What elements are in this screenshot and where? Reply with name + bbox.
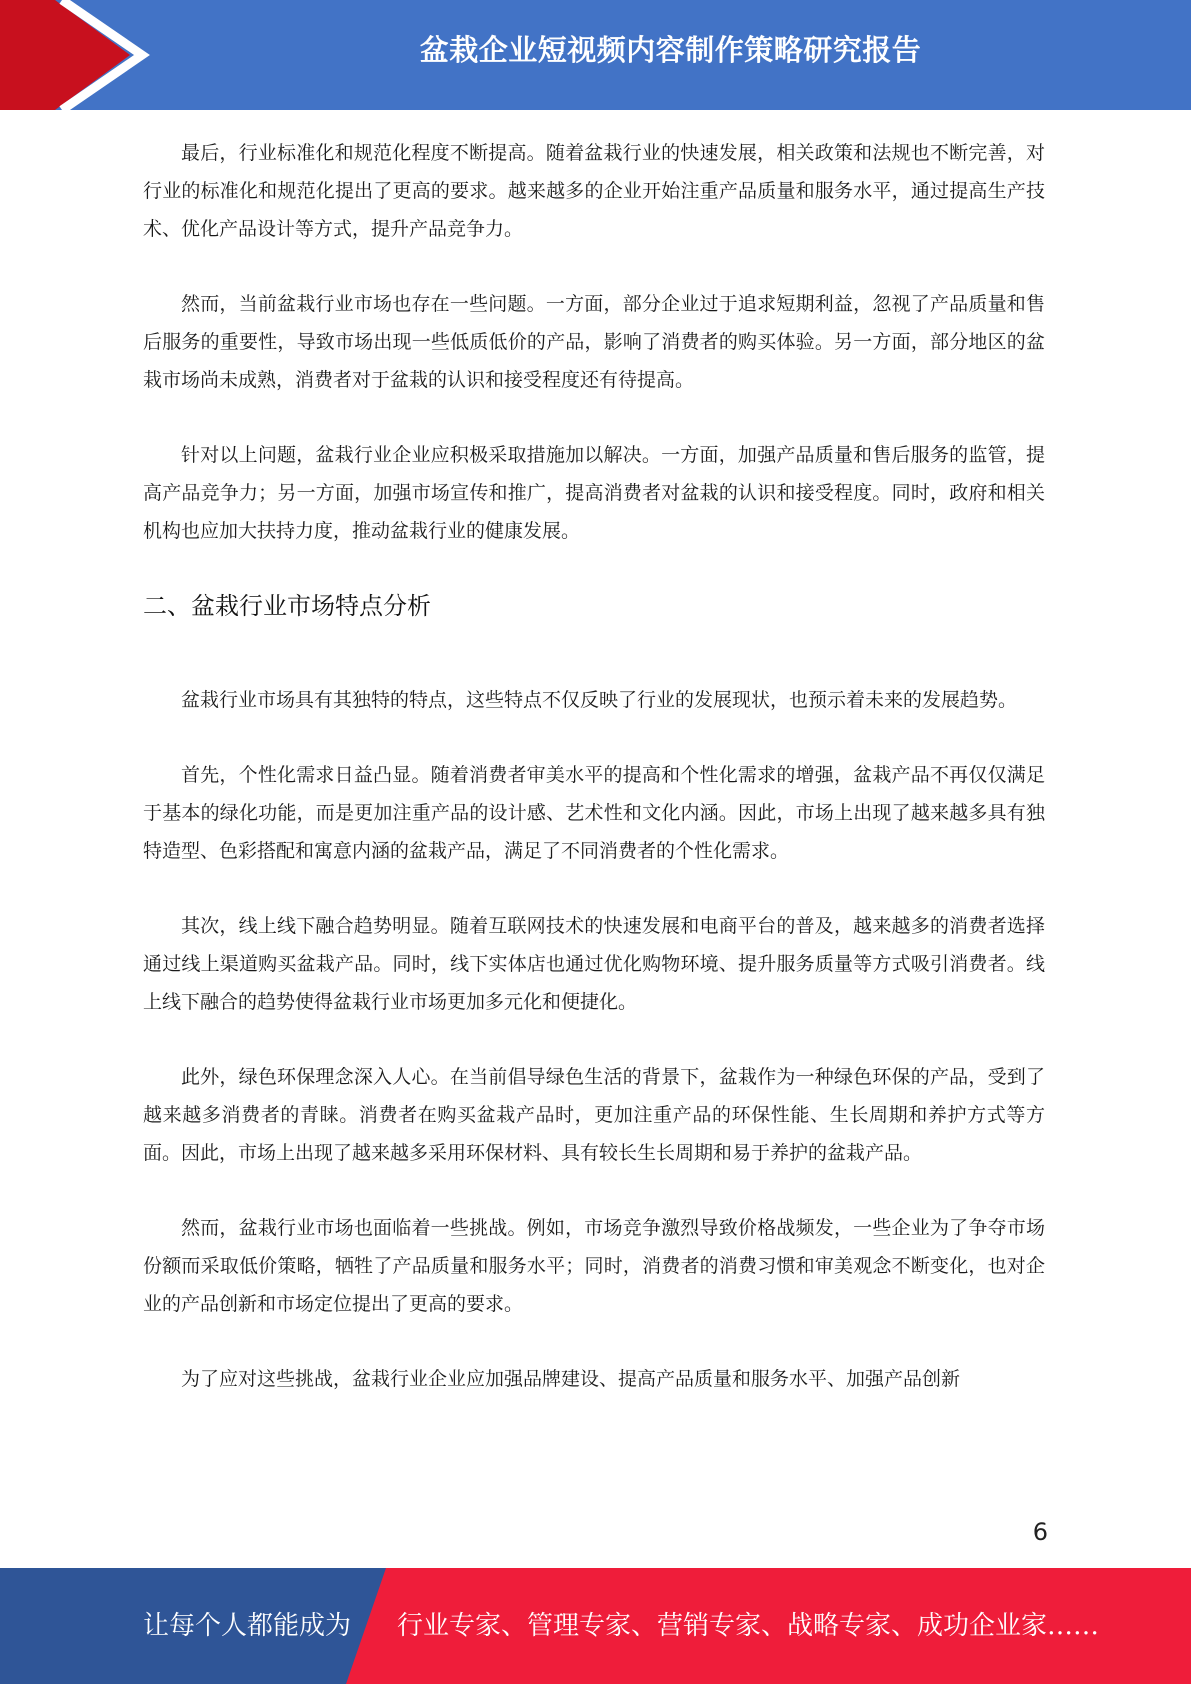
- paragraph: 此外，绿色环保理念深入人心。在当前倡导绿色生活的背景下，盆栽作为一种绿色环保的产品，受到了越来越多消费者的青睐。消费者在购买盆栽产品时，更加注重产品的环保性能、生长周期和养护方式等方面。因此，市场上出现了越来越多采用环保材料、具有较长生长周期和易于养护的盆栽产品。: [143, 1066, 1045, 1164]
- footer-slogan-left: 让每个人都能成为: [143, 1611, 352, 1641]
- paragraph: 为了应对这些挑战，盆栽行业企业应加强品牌建设、提高产品质量和服务水平、加强产品创新: [181, 1368, 961, 1390]
- document-body: [143, 134, 1045, 1435]
- page-footer-banner: [0, 1568, 1191, 1684]
- paragraph: 然而，盆栽行业市场也面临着一些挑战。例如，市场竞争激烈导致价格战频发，一些企业为了争夺市场份额而采取低价策略，牺牲了产品质量和服务水平；同时，消费者的消费习惯和审美观念不断变化，也对企业的产品创新和市场定位提出了更高的要求。: [143, 1217, 1045, 1315]
- report-title: 盆栽企业短视频内容制作策略研究报告: [419, 33, 922, 67]
- page-number: 6: [1032, 1518, 1048, 1546]
- page-header-banner: [0, 0, 1191, 110]
- footer-slogan-right: 行业专家、管理专家、营销专家、战略专家、成功企业家……: [397, 1611, 1100, 1641]
- paragraph: 盆栽行业市场具有其独特的特点，这些特点不仅反映了行业的发展现状，也预示着未来的发展趋势。: [181, 689, 1018, 711]
- paragraph: 最后，行业标准化和规范化程度不断提高。随着盆栽行业的快速发展，相关政策和法规也不断完善，对行业的标准化和规范化提出了更高的要求。越来越多的企业开始注重产品质量和服务水平，通过提高生产技术、优化产品设计等方式，提升产品竞争力。: [143, 142, 1045, 240]
- red-chevron-decoration: [0, 0, 170, 110]
- paragraph: 首先，个性化需求日益凸显。随着消费者审美水平的提高和个性化需求的增强，盆栽产品不再仅仅满足于基本的绿化功能，而是更加注重产品的设计感、艺术性和文化内涵。因此，市场上出现了越来越多具有独特造型、色彩搭配和寓意内涵的盆栽产品，满足了不同消费者的个性化需求。: [143, 764, 1045, 862]
- paragraph: 其次，线上线下融合趋势明显。随着互联网技术的快速发展和电商平台的普及，越来越多的消费者选择通过线上渠道购买盆栽产品。同时，线下实体店也通过优化购物环境、提升服务质量等方式吸引消费者。线上线下融合的趋势使得盆栽行业市场更加多元化和便捷化。: [143, 915, 1045, 1013]
- paragraph: 然而，当前盆栽行业市场也存在一些问题。一方面，部分企业过于追求短期利益，忽视了产品质量和售后服务的重要性，导致市场出现一些低质低价的产品，影响了消费者的购买体验。另一方面，部分地区的盆栽市场尚未成熟，消费者对于盆栽的认识和接受程度还有待提高。: [143, 293, 1045, 391]
- section-heading: 二、盆栽行业市场特点分析: [143, 592, 431, 620]
- paragraph: 针对以上问题，盆栽行业企业应积极采取措施加以解决。一方面，加强产品质量和售后服务的监管，提高产品竞争力；另一方面，加强市场宣传和推广，提高消费者对盆栽的认识和接受程度。同时，政府和相关机构也应加大扶持力度，推动盆栽行业的健康发展。: [143, 444, 1045, 542]
